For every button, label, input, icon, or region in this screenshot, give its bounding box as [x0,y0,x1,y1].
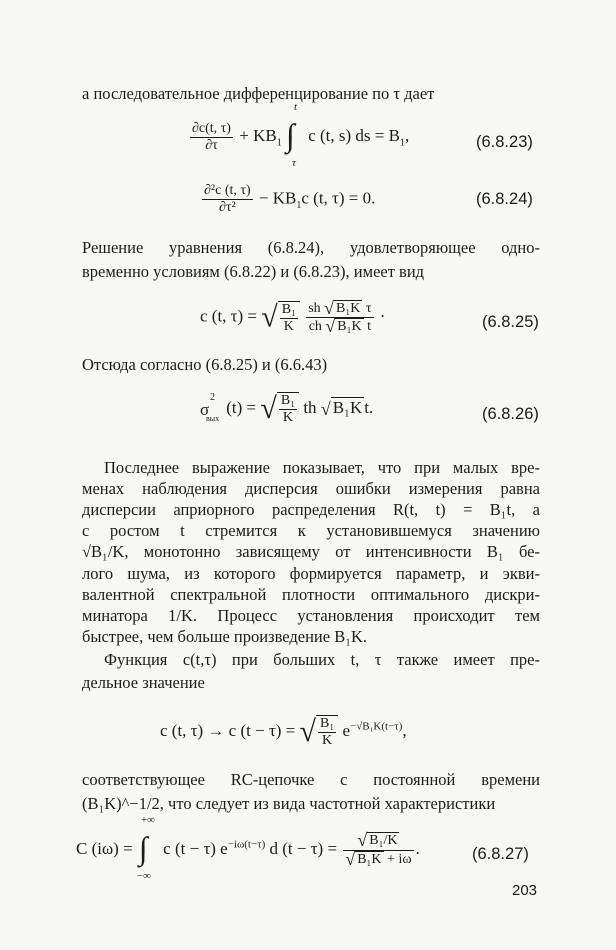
text-line: Отсюда согласно (6.8.25) и (6.6.43) [82,355,328,374]
intro-text: а последовательное дифференцирование по τ дает [82,84,435,103]
radical-sign: √ [261,300,278,334]
equation-number: (6.8.24) [476,190,533,208]
fraction: $\frac{\partial c(t, \tau)}{\partial\tau}$ [192,120,231,153]
text-line: дисперсии априорного распределения R(t, t) = B₁t, а [82,500,540,519]
integral-sign: ∫ t τ [285,101,297,169]
text-line: менах наблюдения дисперсия ошибки измерения равна [82,479,540,498]
equation-6-8-25: c (t, τ) = √ $\frac{\text{B₁}}{K}$ $\frac{\text{sh √ B₁K τ}}{\text{ch √ B₁K t}}$ · [200,298,386,337]
radical-sign: √ [260,392,277,425]
equation-6-8-24: $\frac{\text{∂²c (t, τ)}}{\text{∂τ²}}$ − $KB_1c$ (t, τ) = 0. [204,183,376,215]
fraction: $\frac{\text{√ B₁/K}}{\text{√ B₁K + iω}}$ [345,830,412,869]
radical-sign: √ [299,715,316,748]
text-line: Последнее выражение показывает, что при малых вре- [104,458,540,477]
equation-6-8-27: C (iω) = ∫ +∞ −∞ c (t − τ) $e^{-i\omega(t-\tau)}$ d (t − τ) = $\frac{\text{√ B₁/K}}{\text{√ B₁K + iω}}$ . [76,814,420,882]
text-line: дельное значение [82,673,205,692]
text-line: минатора 1/K. Процесс установления происходит тем [82,606,540,625]
equation-number: (6.8.26) [482,405,539,423]
text-line: с ростом t стремится к установившемуся значению [82,521,540,540]
text-line: временно условиям (6.8.22) и (6.8.23), имеет вид [82,262,425,281]
integral-sign: ∫ +∞ −∞ [136,814,155,882]
text-line: Функция c(t,τ) при больших t, τ также имеет пре- [104,650,540,669]
text-line: √B₁/K, монотонно зависящему от интенсивности B₁ бе- [82,542,540,561]
equation-6-8-23: $\frac{\partial c(t, \tau)}{\partial\tau}$ + $KB_1$ ∫ t τ c (t, s) ds = $B_1$, [192,101,410,169]
text-line: Решение уравнения (6.8.24), удовлетворяющее одно- [82,238,540,257]
text-line: (B₁K)^−1/2, что следует из вида частотной характеристики [82,794,496,813]
text-line: соответствующее RC-цепочке с постоянной времени [82,770,540,789]
equation-limit: c (t, τ) → c (t − τ) = √ $\frac{\text{B₁}}{K}$ $e^{-√B_1K(t-\tau)}$, [160,715,407,748]
fraction: $\frac{\text{sh √ B₁K τ}}{\text{ch √ B₁K t}}$ [308,298,372,337]
fraction: $\frac{\text{∂²c (t, τ)}}{\text{∂τ²}}$ [204,183,251,215]
text-line: быстрее, чем больше произведение B₁K. [82,627,367,646]
equation-number: (6.8.27) [472,845,529,863]
text-line: лого шума, из которого формируется параметр, и экви- [82,564,540,583]
equation-number: (6.8.23) [476,133,533,151]
equation-number: (6.8.25) [482,313,539,331]
page-number: 203 [512,882,538,899]
equation-6-8-26: σ 2 вых (t) = √ $\frac{\text{B₁}}{K}$ th √ B₁K t. [200,392,374,425]
text-line: валентной спектральной плотности оптимального дискри- [82,585,540,604]
